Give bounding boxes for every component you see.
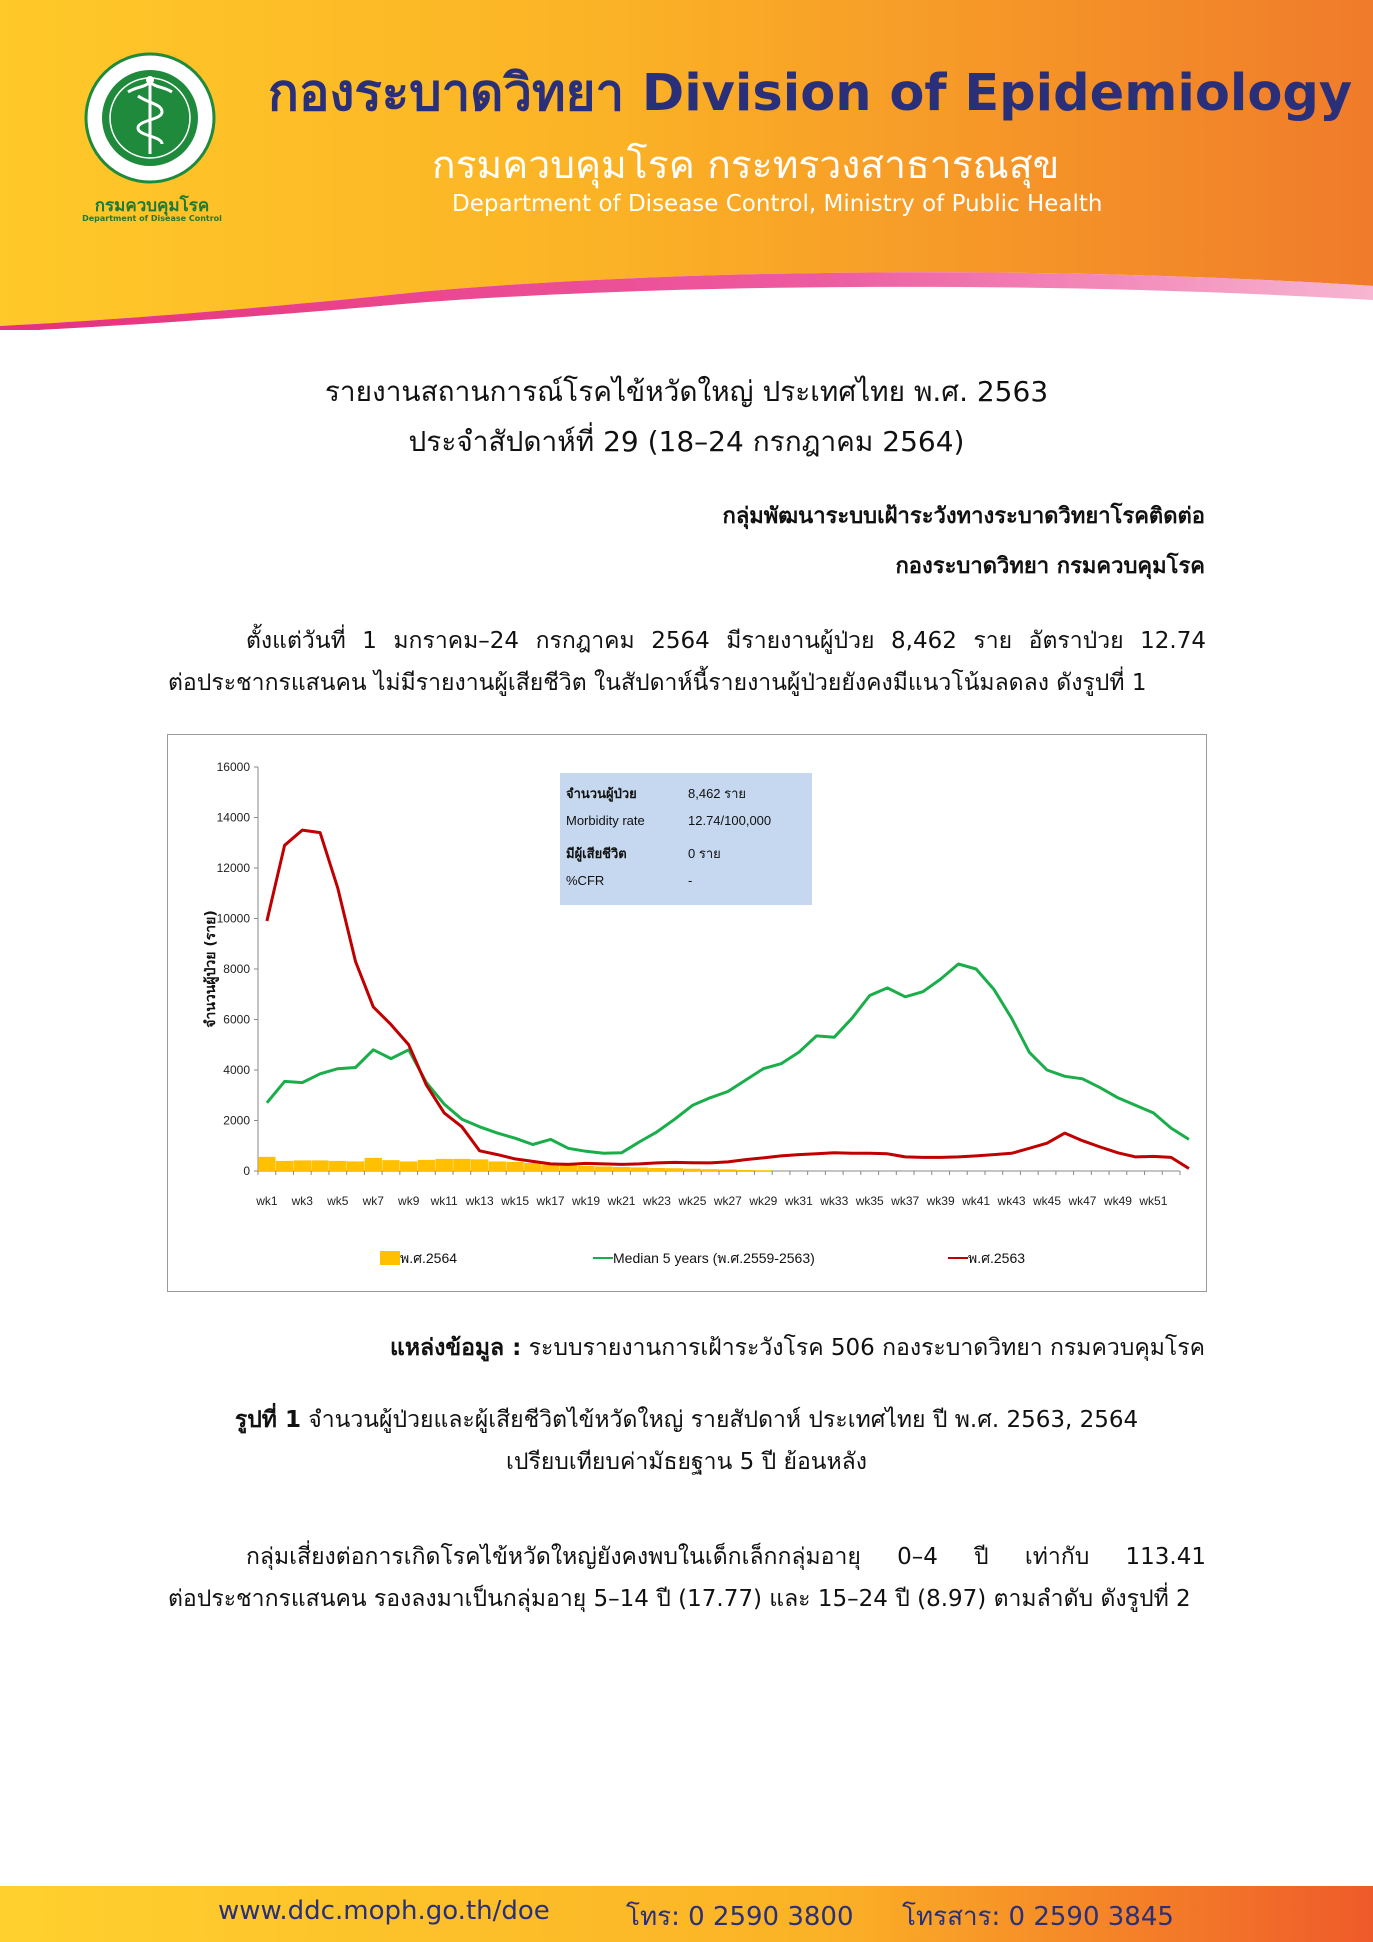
bar-2564 xyxy=(560,1165,577,1171)
bar-2564 xyxy=(755,1170,772,1171)
x-tick-label: wk19 xyxy=(572,1194,601,1208)
footer-url[interactable]: www.ddc.moph.go.th/doe xyxy=(218,1896,550,1926)
x-tick-label: wk31 xyxy=(784,1194,813,1208)
x-tick-label: wk7 xyxy=(362,1194,384,1208)
y-tick-label: 8000 xyxy=(223,962,250,976)
line-median-5-years xyxy=(267,964,1189,1153)
figure-caption-line1 xyxy=(0,1402,1373,1438)
legend-median xyxy=(593,1248,815,1270)
bar-2564 xyxy=(400,1161,417,1171)
info-value: 8,462 ราย xyxy=(688,786,747,801)
data-source xyxy=(390,1330,1205,1366)
info-key: Morbidity rate xyxy=(566,813,645,828)
x-tick-label: wk17 xyxy=(536,1194,565,1208)
x-tick-label: wk13 xyxy=(465,1194,494,1208)
bar-2564 xyxy=(276,1161,293,1171)
bar-2564 xyxy=(453,1159,470,1171)
header-department-en: Department of Disease Control, Ministry of Public Health xyxy=(452,191,1103,217)
bar-2564 xyxy=(435,1159,452,1171)
legend-swatch-2564 xyxy=(380,1251,400,1265)
bar-2564 xyxy=(577,1166,594,1171)
logo-subtext: Department of Disease Control xyxy=(82,214,222,223)
bar-2564 xyxy=(684,1169,701,1171)
x-tick-label: wk29 xyxy=(749,1194,778,1208)
info-value: - xyxy=(688,873,693,888)
info-value: 12.74/100,000 xyxy=(688,813,772,828)
bar-2564 xyxy=(719,1169,736,1171)
legend-swatch-median xyxy=(593,1257,613,1259)
bar-2564 xyxy=(506,1162,523,1171)
report-division: กองระบาดวิทยา กรมควบคุมโรค xyxy=(895,554,1205,579)
paragraph-2 xyxy=(168,1536,1206,1620)
paragraph-1 xyxy=(168,620,1206,704)
legend-swatch-2563 xyxy=(948,1257,968,1259)
legend-label: พ.ศ.2564 xyxy=(400,1250,458,1266)
page-header xyxy=(0,0,1373,330)
report-title-line1: รายงานสถานการณ์โรคไข้หวัดใหญ่ ประเทศไทย พ.ศ. 2563 xyxy=(324,375,1049,408)
x-tick-label: wk21 xyxy=(607,1194,636,1208)
x-tick-label: wk3 xyxy=(291,1194,313,1208)
y-axis-title: จำนวนผู้ป่วย (ราย) xyxy=(203,910,219,1028)
x-tick-label: wk35 xyxy=(855,1194,884,1208)
bar-2564 xyxy=(347,1161,364,1171)
info-key: มีผู้เสียชีวิต xyxy=(566,846,627,861)
bar-2564 xyxy=(701,1169,718,1171)
legend-label: Median 5 years (พ.ศ.2559-2563) xyxy=(613,1250,815,1266)
report-title-line2: ประจำสัปดาห์ที่ 29 (18–24 กรกฎาคม 2564) xyxy=(408,425,965,458)
footer-fax: โทรสาร: 0 2590 3845 xyxy=(902,1902,1174,1932)
y-tick-label: 12000 xyxy=(216,861,250,875)
bar-2564 xyxy=(489,1161,506,1171)
x-tick-label: wk1 xyxy=(256,1194,278,1208)
header-department-th: กรมควบคุมโรค กระทรวงสาธารณสุข xyxy=(432,143,1060,188)
report-group: กลุ่มพัฒนาระบบเฝ้าระวังทางระบาดวิทยาโรคติดต่อ xyxy=(722,504,1205,529)
bar-2564 xyxy=(524,1163,541,1171)
caption-label: รูปที่ 1 xyxy=(234,1407,301,1433)
legend-2564 xyxy=(380,1248,457,1270)
bar-2564 xyxy=(471,1159,488,1171)
x-tick-label: wk51 xyxy=(1139,1194,1168,1208)
chart-info-box xyxy=(560,773,812,905)
bar-2564 xyxy=(329,1161,346,1171)
y-tick-label: 0 xyxy=(243,1164,250,1178)
x-tick-label: wk11 xyxy=(430,1194,458,1208)
x-tick-label: wk37 xyxy=(891,1194,920,1208)
header-title: กองระบาดวิทยา Division of Epidemiology xyxy=(268,64,1353,123)
bar-2564 xyxy=(595,1166,612,1171)
x-tick-label: wk27 xyxy=(713,1194,742,1208)
bar-2564 xyxy=(382,1160,399,1171)
y-tick-label: 6000 xyxy=(223,1012,250,1027)
info-key: จำนวนผู้ป่วย xyxy=(566,786,637,801)
bar-2564 xyxy=(613,1167,630,1171)
bar-2564 xyxy=(666,1168,683,1171)
paragraph-1-line2: ต่อประชากรแสนคน ไม่มีรายงานผู้เสียชีวิต ในสัปดาห์นี้รายงานผู้ป่วยยังคงมีแนวโน้มลดลง ดังรูปที่ 1 xyxy=(168,670,1147,696)
footer-phone: โทร: 0 2590 3800 xyxy=(626,1902,854,1932)
info-value: 0 ราย xyxy=(688,846,721,861)
bar-2564 xyxy=(737,1170,754,1171)
figure-caption-line2: เปรียบเทียบค่ามัธยฐาน 5 ปี ย้อนหลัง xyxy=(506,1449,867,1475)
x-tick-label: wk5 xyxy=(327,1194,349,1208)
legend-label: พ.ศ.2563 xyxy=(968,1250,1026,1266)
bar-2564 xyxy=(258,1157,275,1171)
paragraph-2-line2: ต่อประชากรแสนคน รองลงมาเป็นกลุ่มอายุ 5–14 ปี (17.77) และ 15–24 ปี (8.97) ตามลำดับ ดังรูปที่ 2 xyxy=(168,1586,1191,1612)
x-tick-label: wk25 xyxy=(678,1194,707,1208)
source-label: แหล่งข้อมูล : xyxy=(390,1335,522,1361)
y-tick-label: 2000 xyxy=(223,1113,250,1128)
x-tick-label: wk33 xyxy=(820,1194,849,1208)
bar-2564 xyxy=(542,1165,559,1171)
bar-2564 xyxy=(311,1160,328,1171)
figure-1-chart xyxy=(167,734,1207,1292)
x-tick-label: wk9 xyxy=(398,1194,420,1208)
bar-2564 xyxy=(365,1158,382,1171)
bar-2564 xyxy=(294,1160,311,1171)
y-tick-label: 10000 xyxy=(216,911,250,926)
x-tick-label: wk15 xyxy=(501,1194,530,1208)
ddc-logo xyxy=(78,52,226,230)
bar-2564 xyxy=(648,1168,665,1171)
x-tick-label: wk45 xyxy=(1033,1194,1062,1208)
x-tick-label: wk23 xyxy=(642,1194,671,1208)
source-text: ระบบรายงานการเฝ้าระวังโรค 506 กองระบาดวิทยา กรมควบคุมโรค xyxy=(521,1335,1205,1361)
x-tick-label: wk47 xyxy=(1068,1194,1097,1208)
y-tick-label: 16000 xyxy=(216,760,250,774)
paragraph-1-line1: ตั้งแต่วันที่ 1 มกราคม–24 กรกฎาคม 2564 มีรายงานผู้ป่วย 8,462 ราย อัตราป่วย 12.74 xyxy=(246,628,1206,654)
logo-text: กรมควบคุมโรค xyxy=(94,196,210,216)
x-tick-label: wk41 xyxy=(962,1194,991,1208)
info-key: %CFR xyxy=(566,873,605,888)
bar-2564 xyxy=(631,1167,648,1171)
x-tick-label: wk49 xyxy=(1103,1194,1132,1208)
bar-2564 xyxy=(418,1160,435,1171)
y-tick-label: 4000 xyxy=(223,1063,250,1077)
x-tick-label: wk43 xyxy=(997,1194,1026,1208)
paragraph-2-line1: กลุ่มเสี่ยงต่อการเกิดโรคไข้หวัดใหญ่ยังคงพบในเด็กเล็กกลุ่มอายุ 0–4 ปี เท่ากับ 113.41 xyxy=(246,1544,1206,1570)
y-tick-label: 14000 xyxy=(216,810,250,825)
caption-text: จำนวนผู้ป่วยและผู้เสียชีวิตไข้หวัดใหญ่ รายสัปดาห์ ประเทศไทย ปี พ.ศ. 2563, 2564 xyxy=(300,1407,1139,1433)
legend-2563 xyxy=(948,1248,1025,1270)
x-tick-label: wk39 xyxy=(926,1194,955,1208)
